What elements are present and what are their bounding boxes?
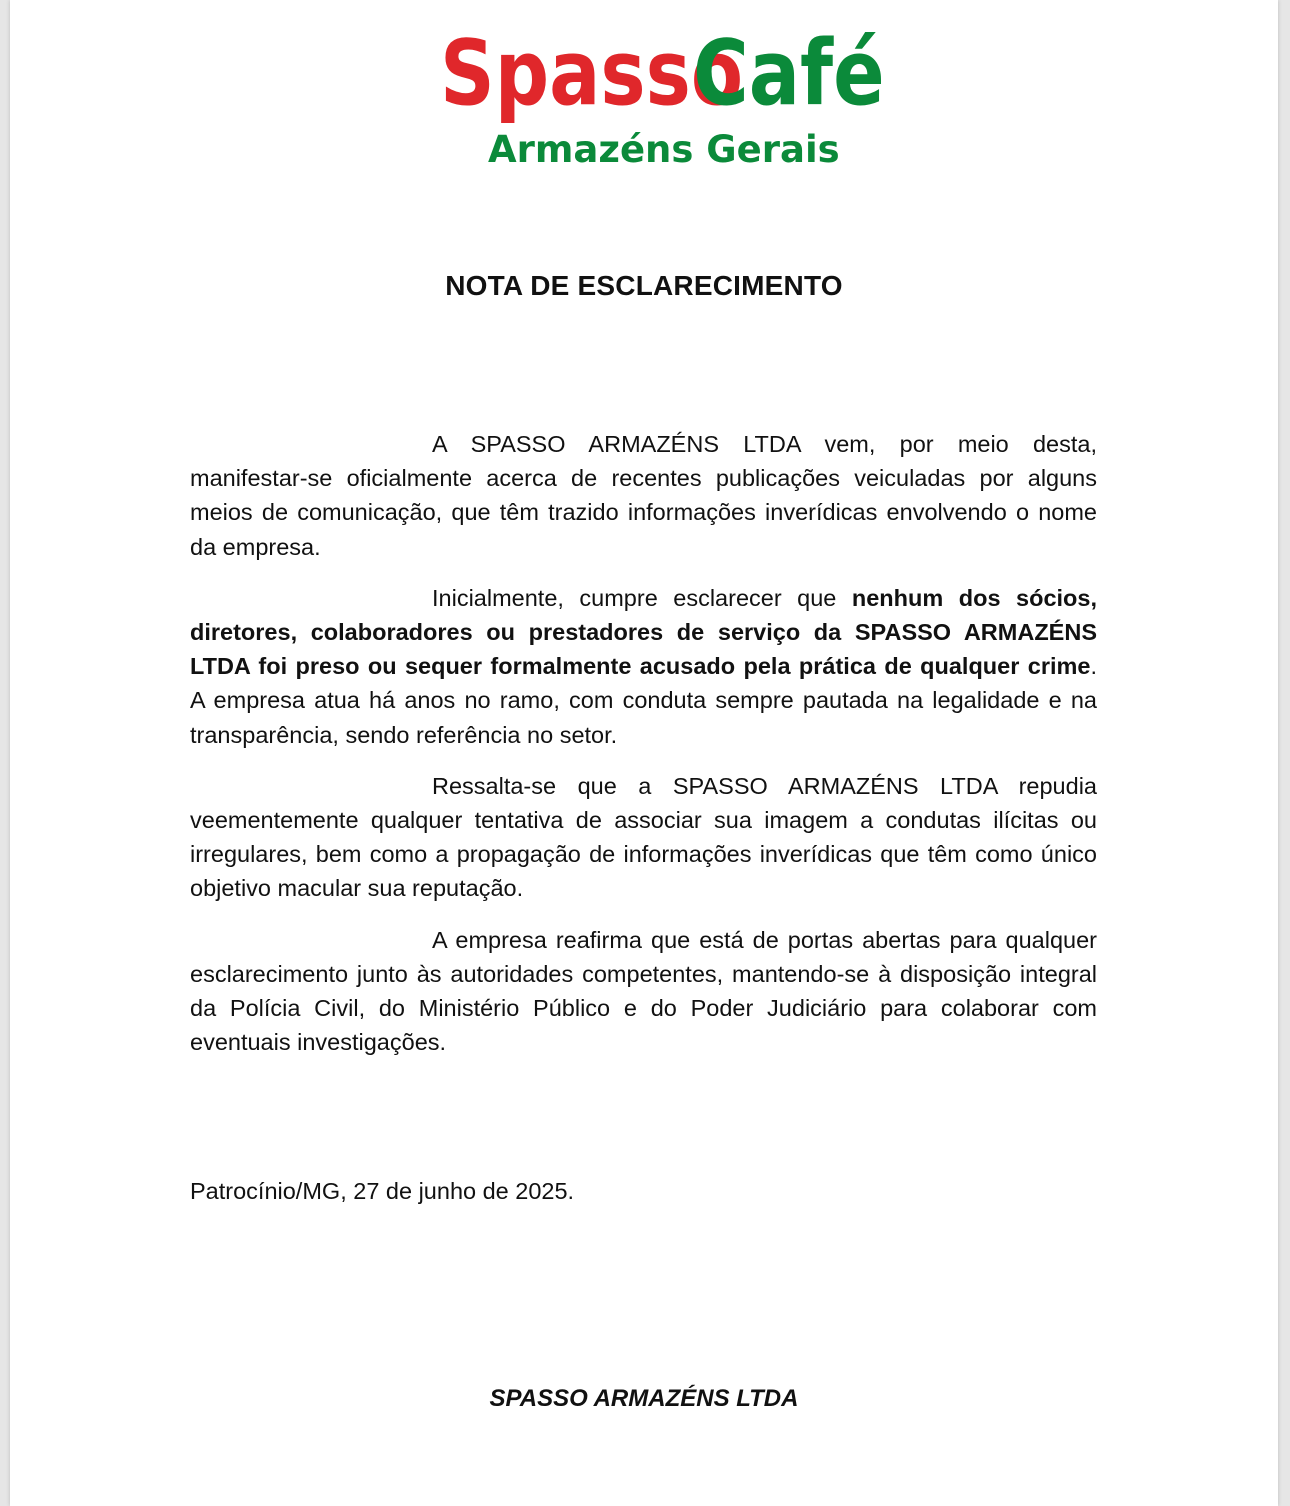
document-body (190, 427, 1097, 1076)
document-page (10, 0, 1278, 1506)
document-date: Patrocínio/MG, 27 de junho de 2025. (190, 1178, 575, 1204)
logo-word-cafe: Café (693, 20, 885, 126)
logo-subtitle: Armazéns Gerais (488, 128, 840, 171)
paragraph-1: A SPASSO ARMAZÉNS LTDA vem, por meio desta, manifestar-se oficialmente acerca de recentes publicações veiculadas por alguns meios de comunicação, que têm trazido informações inverídicas envolvendo o nome da empresa. (190, 431, 1097, 560)
paragraph-2-start: Inicialmente, cumpre esclarecer que (432, 584, 852, 611)
paragraph-2-bold: nenhum dos sócios, diretores, colaboradores ou prestadores de serviço da SPASSO ARMAZÉNS LTDA foi preso ou sequer formalmente acusado pela prática de qualquer crime (190, 584, 1097, 680)
paragraph-3: Ressalta-se que a SPASSO ARMAZÉNS LTDA repudia veementemente qualquer tentativa de associar sua imagem a condutas ilícitas ou irregulares, bem como a propagação de informações inverídicas que têm como único objetivo macular sua reputação. (190, 772, 1097, 902)
paragraph-2 (190, 581, 1097, 752)
company-logo (10, 0, 1278, 200)
paragraph-2-end: . A empresa atua há anos no ramo, com conduta sempre pautada na legalidade e na transparência, sendo referência no setor. (190, 653, 1097, 748)
signature: SPASSO ARMAZÉNS LTDA (489, 1385, 799, 1412)
logo-word-spasso: Spasso (440, 20, 744, 126)
document-title: NOTA DE ESCLARECIMENTO (445, 270, 843, 301)
paragraph-4: A empresa reafirma que está de portas abertas para qualquer esclarecimento junto às autoridades competentes, mantendo-se à disposição integral da Polícia Civil, do Ministério Público e do Poder Judiciário para colaborar com eventuais investigações. (190, 926, 1097, 1056)
